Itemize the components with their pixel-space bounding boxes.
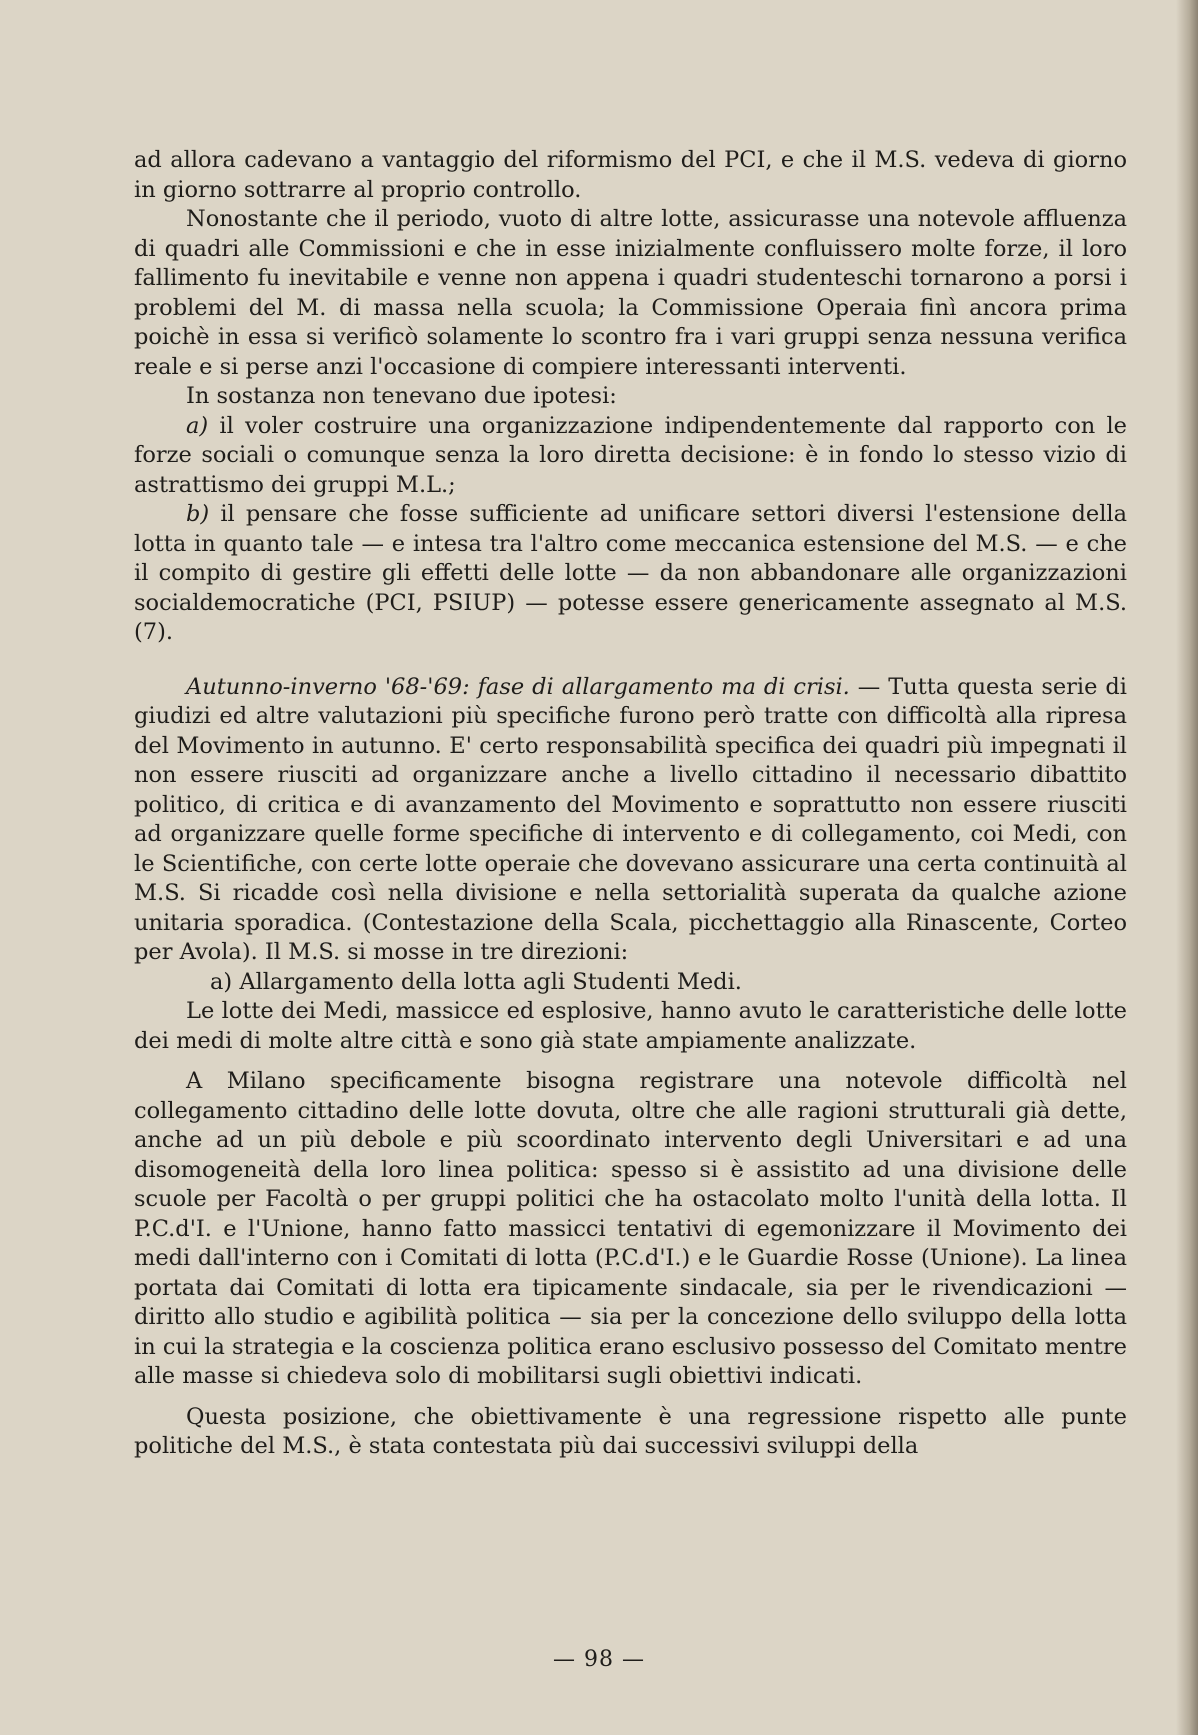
page-number: — 98 — bbox=[553, 1647, 645, 1672]
section-autunno-inverno bbox=[134, 673, 1127, 968]
hypothesis-b-marker: b) bbox=[186, 501, 210, 527]
paragraph-in-sostanza: In sostanza non tenevano due ipotesi: bbox=[186, 383, 617, 409]
hypothesis-b bbox=[134, 500, 1127, 648]
paragraph-medi: Le lotte dei Medi, massicce ed esplosive, hanno avuto le caratteristiche delle lotte dei medi di molte altre città e sono già state ampiamente analizzate. bbox=[134, 998, 1127, 1054]
paragraph-questa-posizione: Questa posizione, che obiettivamente è una regressione rispetto alle punte politiche del M.S., è stata contestata più dai successivi sviluppi della bbox=[134, 1403, 1127, 1459]
hypothesis-b-text: il pensare che fosse sufficiente ad unificare settori diversi l'estensione della lotta in quanto tale — e intesa tra l'altro come meccanica estensione del M.S. — e che il compito di gestire gli effetti delle lotte — da non abbandonare alle organizzazioni socialdemocratiche (PCI, PSIUP) — potesse essere genericamente assegnato al M.S. (7). bbox=[134, 501, 1127, 645]
body-text bbox=[134, 146, 1127, 1462]
hypothesis-a bbox=[134, 412, 1127, 501]
hypothesis-a-marker: a) bbox=[186, 412, 209, 439]
paragraph-milano: A Milano specificamente bisogna registrare una notevole difficoltà nel collegamento cittadino delle lotte dovuta, oltre che alle ragioni strutturali già dette, anche ad un più debole e più scoordinato intervento degli Universitari e ad una disomogeneità della loro linea politica: spesso si è assistito ad una divisione delle scuole per Facoltà o per gruppi politici che ha ostacolato molto l'unità della lotta. Il P.C.d'I. e l'Unione, hanno fatto massicci tentativi di egemonizzare il Movimento dei medi dall'interno con i Comitati di lotta (P.C.d'I.) e le Guardie Rosse (Unione). La linea portata dai Comitati di lotta era tipicamente sindacale, sia per le rivendicazioni — diritto allo studio e agibilità politica — sia per la concezione dello sviluppo della lotta in cui la strategia e la coscienza politica erano esclusivo possesso del Comitato mentre alle masse si chiedeva solo di mobilitarsi sugli obiettivi indicati. bbox=[134, 1068, 1127, 1389]
hypothesis-a-text: il voler costruire una organizzazione indipendentemente dal rapporto con le forze sociali o comunque senza la loro diretta decisione: è in fondo lo stesso vizio di astrattismo dei gruppi M.L.; bbox=[134, 412, 1127, 498]
section-heading-italic: fase di allargamento ma di crisi. bbox=[477, 673, 850, 700]
direction-a: a) Allargamento della lotta agli Studenti Medi. bbox=[210, 968, 742, 995]
section-text: — Tutta questa serie di giudizi ed altre valutazioni più specifiche furono però tratte con difficoltà alla ripresa del Movimento in autunno. E' certo responsabilità specifica dei quadri più impegnati il non essere riusciti ad organizzare anche a livello cittadino il necessario dibattito politico, di critica e di avanzamento del Movimento e soprattutto non essere riusciti ad organizzare quelle forme specifiche di intervento e di collegamento, coi Medi, con le Scientifiche, con certe lotte operaie che dovevano assicurare una certa continuità al M.S. Si ricadde così nella divisione e nella settorialità superata da qualche azione unitaria sporadica. (Contestazione della Scala, picchettaggio alla Rinascente, Corteo per Avola). Il M.S. si mosse in tre direzioni: bbox=[134, 673, 1127, 965]
paragraph-continuation: ad allora cadevano a vantaggio del riformismo del PCI, e che il M.S. vedeva di giorno in giorno sottrarre al proprio controllo. bbox=[134, 147, 1127, 203]
page-edge-shadow bbox=[1176, 0, 1198, 1735]
paragraph-nonostante: Nonostante che il periodo, vuoto di altre lotte, assicurasse una notevole affluenza di quadri alle Commissioni e che in esse inizialmente confluissero molte forze, il loro fallimento fu inevitabile e venne non appena i quadri studenteschi tornarono a porsi i problemi del M. di massa nella scuola; la Commissione Operaia finì ancora prima poichè in essa si verificò solamente lo scontro fra i vari gruppi senza nessuna verifica reale e si perse anzi l'occasione di compiere interessanti interventi. bbox=[134, 206, 1127, 380]
section-heading-roman: Autunno-inverno '68-'69: bbox=[186, 673, 478, 700]
